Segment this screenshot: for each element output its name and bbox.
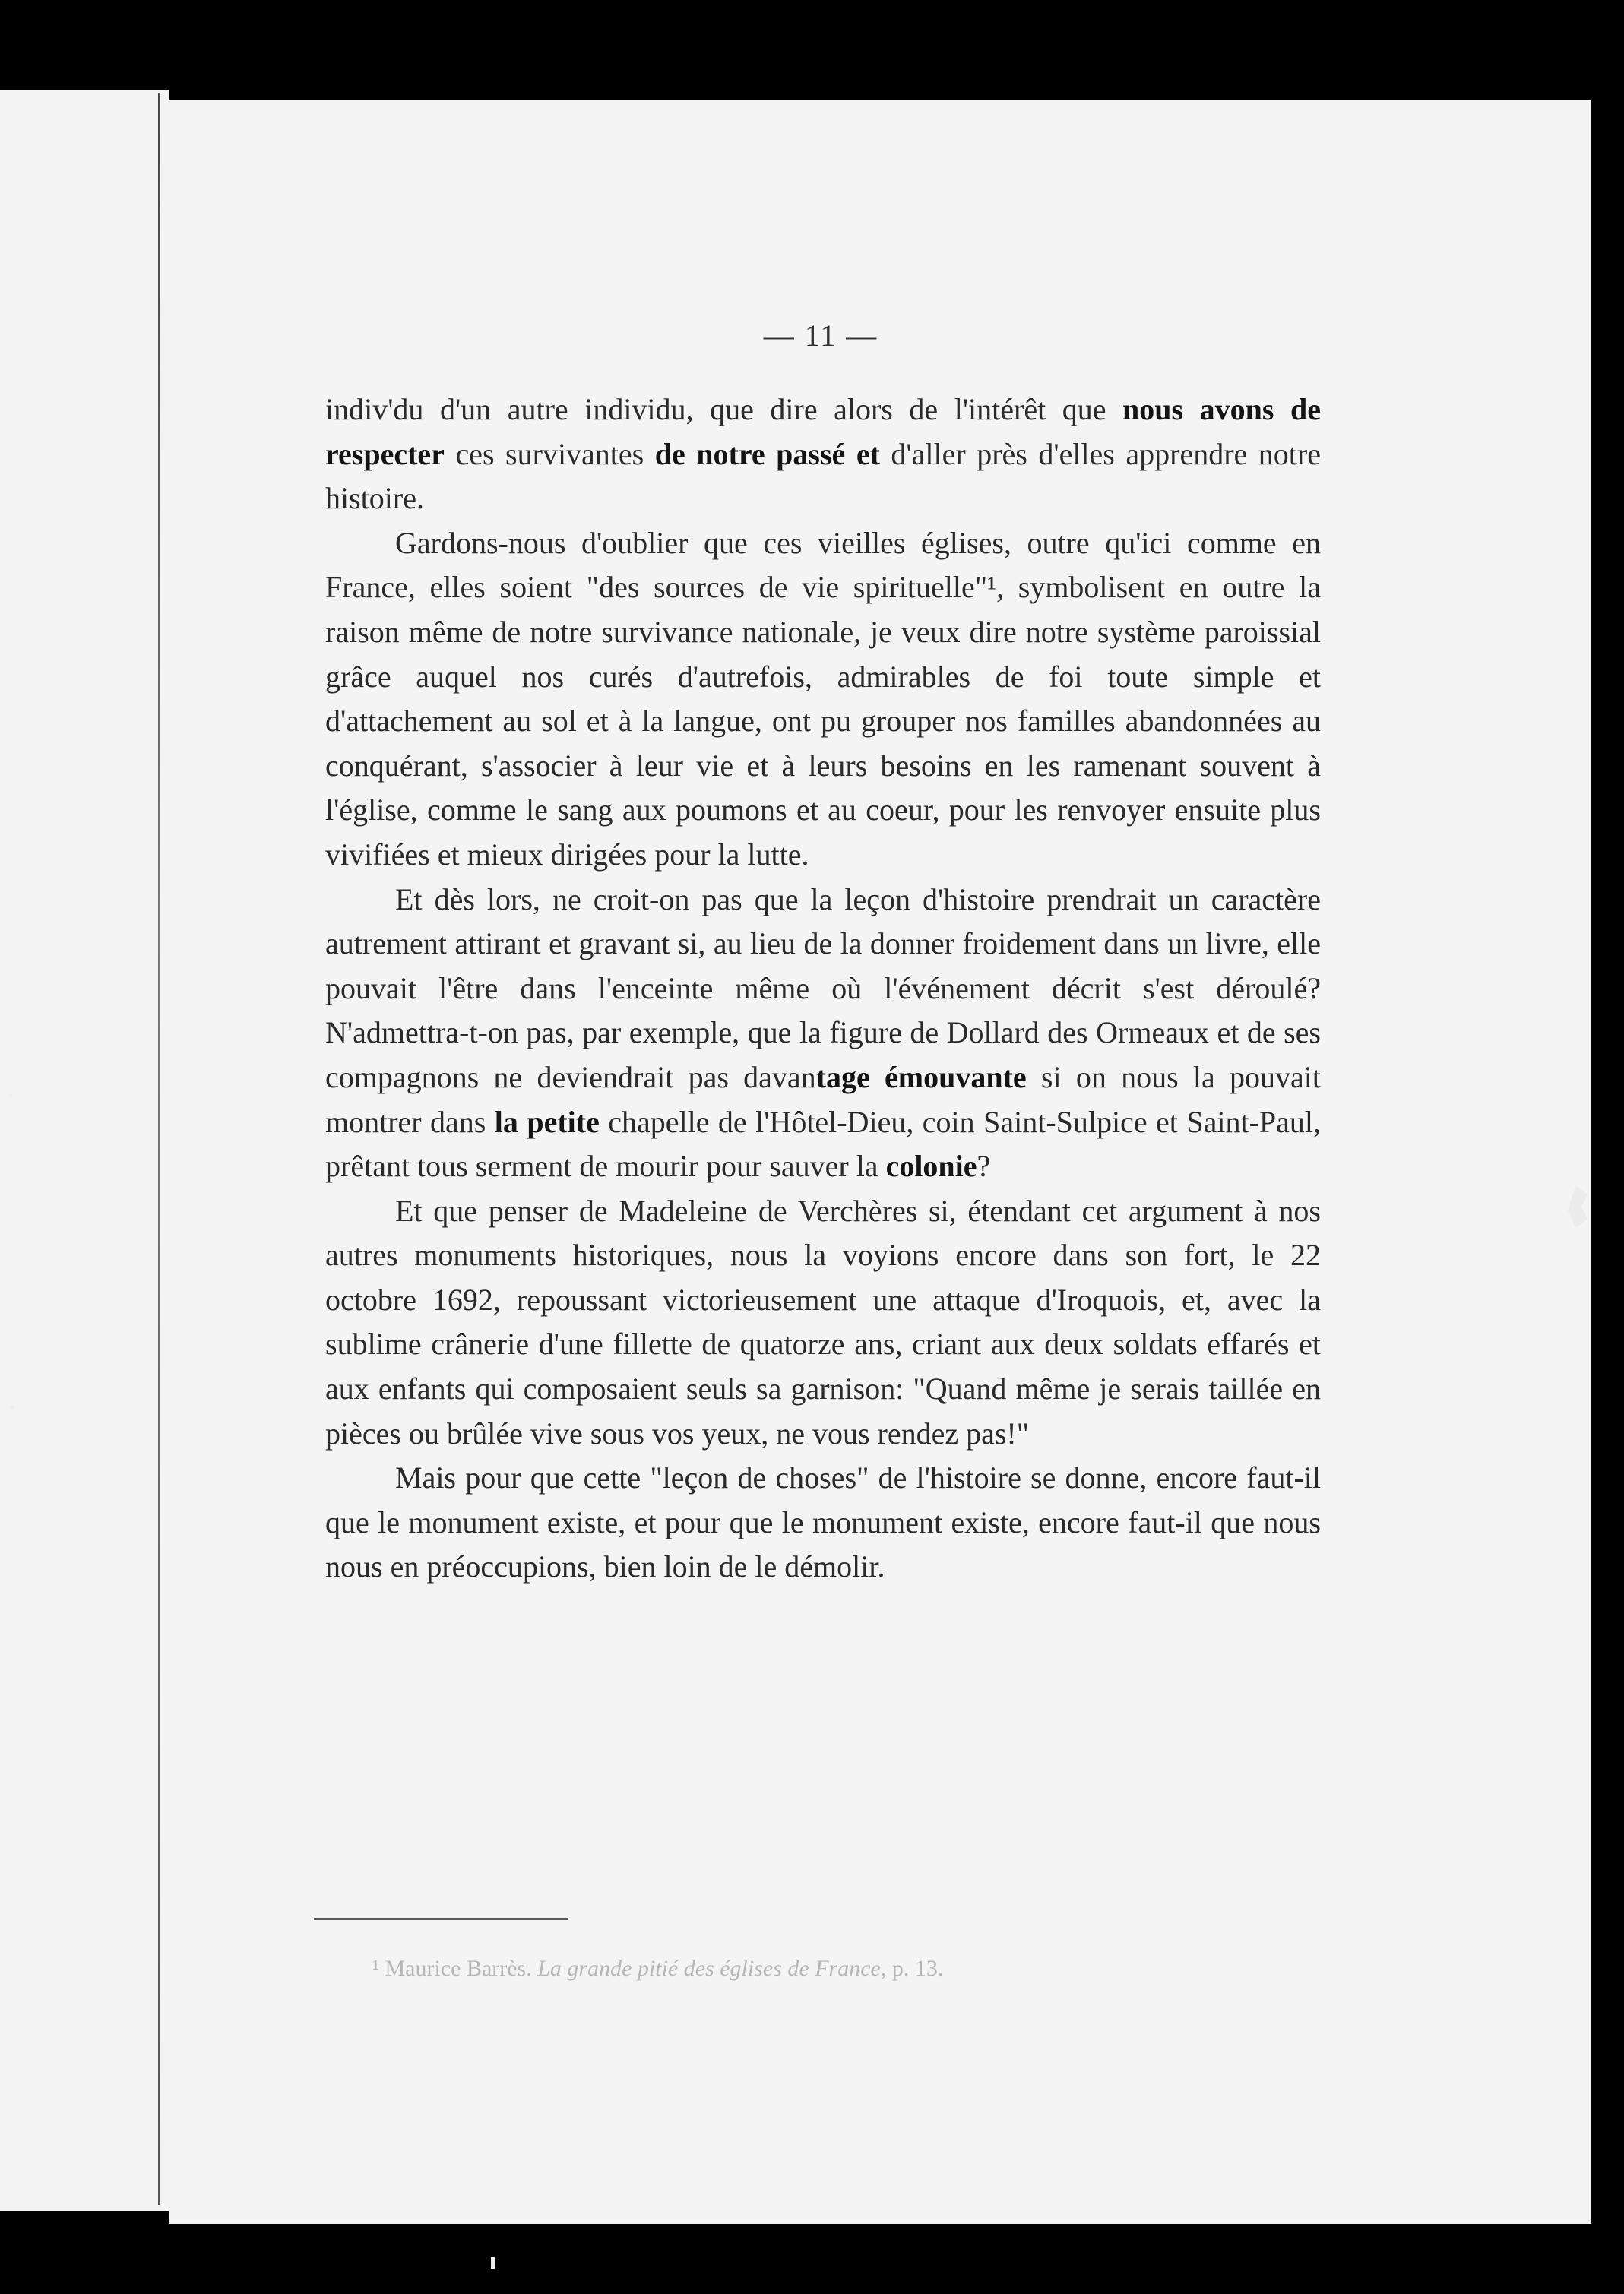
paragraph	[325, 388, 1321, 521]
paragraph	[325, 1189, 1321, 1457]
footnote-prefix: ¹ Maurice Barrès.	[372, 1956, 538, 1981]
text-segment: indiv'du d'un autre individu, que dire alors de l'intérêt que	[325, 392, 1123, 426]
paragraph	[325, 878, 1321, 1189]
text-segment: ?	[977, 1149, 991, 1184]
paragraph	[325, 521, 1321, 878]
footnote	[372, 1956, 1269, 1982]
bold-text-segment: nous avons de respecter	[325, 392, 1321, 471]
text-segment: Gardons-nous d'oublier que ces vieilles églises, outre qu'ici comme en France, elles soient "des sources de vie spirituelle"¹, symbolisent en outre la raison même de notre survivance nationale, je veux dire notre système paroissial grâce auquel nos curés d'autrefois, admirables de foi toute simple et d'attachement au sol et à la langue, ont pu grouper nos familles abandonnées au conquérant, s'associer à leur vie et à leurs besoins en les ramenant souvent à l'église, comme le sang aux poumons et au coeur, pour les renvoyer ensuite plus vivifiées et mieux dirigées pour la lutte.	[325, 525, 1321, 872]
body-text	[325, 388, 1321, 1590]
text-segment: si on nous la pouvait montrer dans	[325, 1059, 1321, 1139]
text-segment: chapelle de l'Hôtel-Dieu, coin Saint-Sulpice et Saint-Paul, prêtant tous serment de mourir pour sauver la	[325, 1104, 1321, 1184]
bold-text-segment: tage émouvante	[815, 1059, 1027, 1094]
bold-text-segment: colonie	[885, 1149, 977, 1184]
text-segment: d'aller près d'elles apprendre notre histoire.	[325, 436, 1321, 516]
page-clip	[1568, 1185, 1588, 1228]
speck	[11, 1406, 14, 1410]
page-number: — 11 —	[763, 318, 878, 353]
footnote-title: La grande pitié des églises de France	[537, 1956, 881, 1981]
footnote-suffix: , p. 13.	[880, 1956, 944, 1981]
speck	[9, 1094, 12, 1097]
left-page-margin	[0, 90, 169, 2211]
text-segment: Mais pour que cette "leçon de choses" de l'histoire se donne, encore faut-il que le monument existe, et pour que le monument existe, encore faut-il que nous nous en préoccupions, bien loin de le démolir.	[325, 1460, 1321, 1584]
speck	[491, 2257, 495, 2269]
text-segment: Et que penser de Madeleine de Verchères si, étendant cet argument à nos autres monuments historiques, nous la voyions encore dans son fort, le 22 octobre 1692, repoussant victorieusement une attaque d'Iroquois, et, avec la sublime crânerie d'une fillette de quatorze ans, criant aux deux soldats effarés et aux enfants qui composaient seuls sa garnison: "Quand même je serais taillée en pièces ou brûlée vive sous vos yeux, ne vous rendez pas!"	[325, 1193, 1321, 1451]
paragraph	[325, 1456, 1321, 1590]
text-segment: Et dès lors, ne croit-on pas que la leçon d'histoire prendrait un caractère autrement attirant et gravant si, au lieu de la donner froidement dans un livre, elle pouvait l'être dans l'enceinte même où l'événement décrit s'est déroulé? N'admettra-t-on pas, par exemple, que la figure de Dollard des Ormeaux et de ses compagnons ne deviendrait pas davan	[325, 881, 1321, 1094]
binding-gutter	[158, 93, 160, 2205]
footnote-rule	[314, 1918, 568, 1920]
bold-text-segment: la petite	[494, 1104, 600, 1139]
bold-text-segment: de notre passé et	[654, 436, 880, 471]
text-segment: ces survivantes	[444, 436, 655, 471]
